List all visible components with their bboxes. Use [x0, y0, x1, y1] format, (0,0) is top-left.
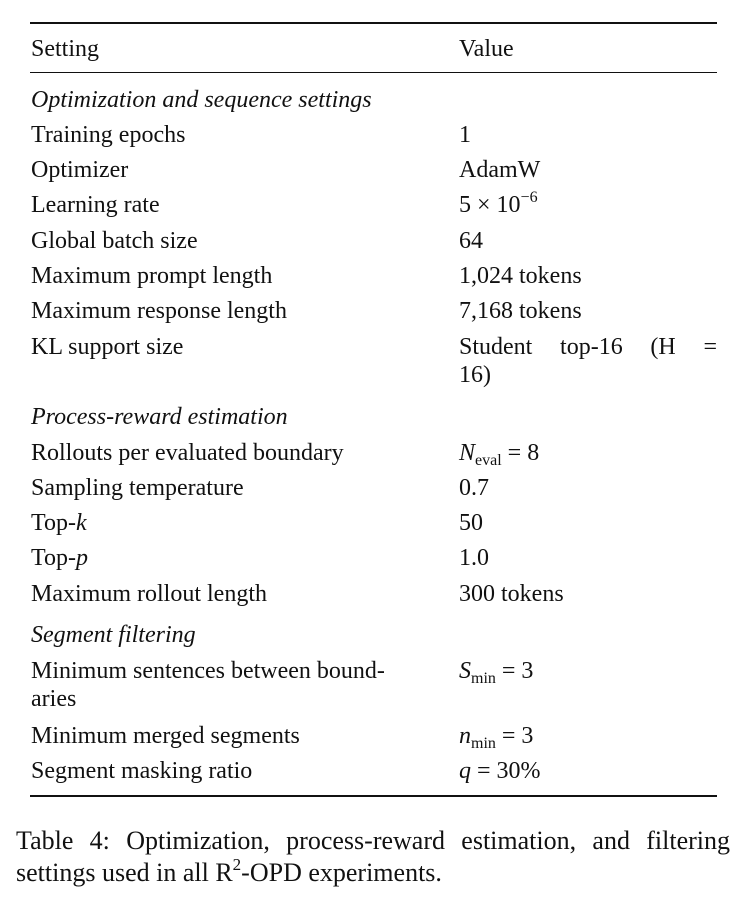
row-setting: Minimum merged segments	[31, 723, 300, 749]
setting-base: Top-	[31, 545, 76, 571]
row-value: 1,024 tokens	[459, 263, 582, 289]
row-value: AdamW	[459, 157, 541, 183]
row-value	[459, 722, 533, 750]
row-setting: Segment masking ratio	[31, 758, 253, 784]
row-value: 300 tokens	[459, 581, 564, 607]
setting-base: Top-	[31, 510, 76, 536]
row-value-line: 16)	[459, 362, 491, 388]
value-rest: = 3	[495, 658, 534, 684]
row-setting: Sampling temperature	[31, 475, 244, 501]
row-setting	[31, 544, 88, 572]
setting-variable: p	[75, 545, 88, 571]
caption-superscript: 2	[232, 855, 242, 874]
caption-text: Table 4: Optimization, process-reward estimation, and filtering settings used in all R	[16, 826, 730, 887]
setting-variable: k	[75, 510, 87, 536]
value-variable: S	[459, 658, 471, 684]
row-value	[459, 657, 533, 685]
value-subscript: eval	[475, 452, 502, 469]
value-subscript: min	[471, 670, 496, 687]
row-value: 7,168 tokens	[459, 298, 582, 324]
row-setting-line: aries	[31, 686, 77, 712]
value-variable: q	[459, 758, 471, 784]
caption-text-end: -OPD experiments.	[241, 858, 442, 887]
row-value: 1	[459, 122, 471, 148]
row-value: 1.0	[459, 545, 489, 571]
row-setting	[31, 509, 87, 537]
value-rest: = 30%	[471, 758, 541, 784]
value-exponent: −6	[520, 189, 538, 206]
value-variable: n	[459, 723, 471, 749]
value-subscript: min	[471, 735, 496, 752]
row-setting: Maximum response length	[31, 298, 287, 324]
table-caption	[16, 825, 730, 889]
row-setting: Training epochs	[31, 122, 186, 148]
row-setting: Rollouts per evaluated boundary	[31, 440, 344, 466]
section-title: Optimization and sequence settings	[31, 87, 372, 113]
row-value: 50	[459, 510, 483, 536]
row-setting: Global batch size	[31, 228, 198, 254]
section-title: Process-reward estimation	[31, 404, 288, 430]
header-setting: Setting	[31, 36, 100, 62]
row-value	[459, 439, 539, 467]
table-header-rule	[30, 72, 717, 73]
table-bottom-rule	[30, 795, 717, 797]
table-top-rule	[30, 22, 717, 24]
row-setting: Learning rate	[31, 192, 160, 218]
row-value	[459, 757, 541, 785]
row-setting: Maximum prompt length	[31, 263, 273, 289]
row-value-line: Student top-16 (H =	[459, 334, 717, 360]
value-variable: N	[459, 440, 476, 466]
value-rest: = 3	[495, 723, 534, 749]
row-value	[459, 191, 538, 219]
row-setting-line: Minimum sentences between bound-	[31, 658, 385, 684]
row-setting: KL support size	[31, 334, 184, 360]
row-setting: Optimizer	[31, 157, 129, 183]
header-value: Value	[459, 36, 514, 62]
row-value: 64	[459, 228, 483, 254]
value-rest: = 8	[501, 440, 540, 466]
value-base: 5 × 10	[459, 192, 521, 218]
section-title: Segment filtering	[31, 622, 196, 648]
row-setting: Maximum rollout length	[31, 581, 267, 607]
row-value: 0.7	[459, 475, 489, 501]
